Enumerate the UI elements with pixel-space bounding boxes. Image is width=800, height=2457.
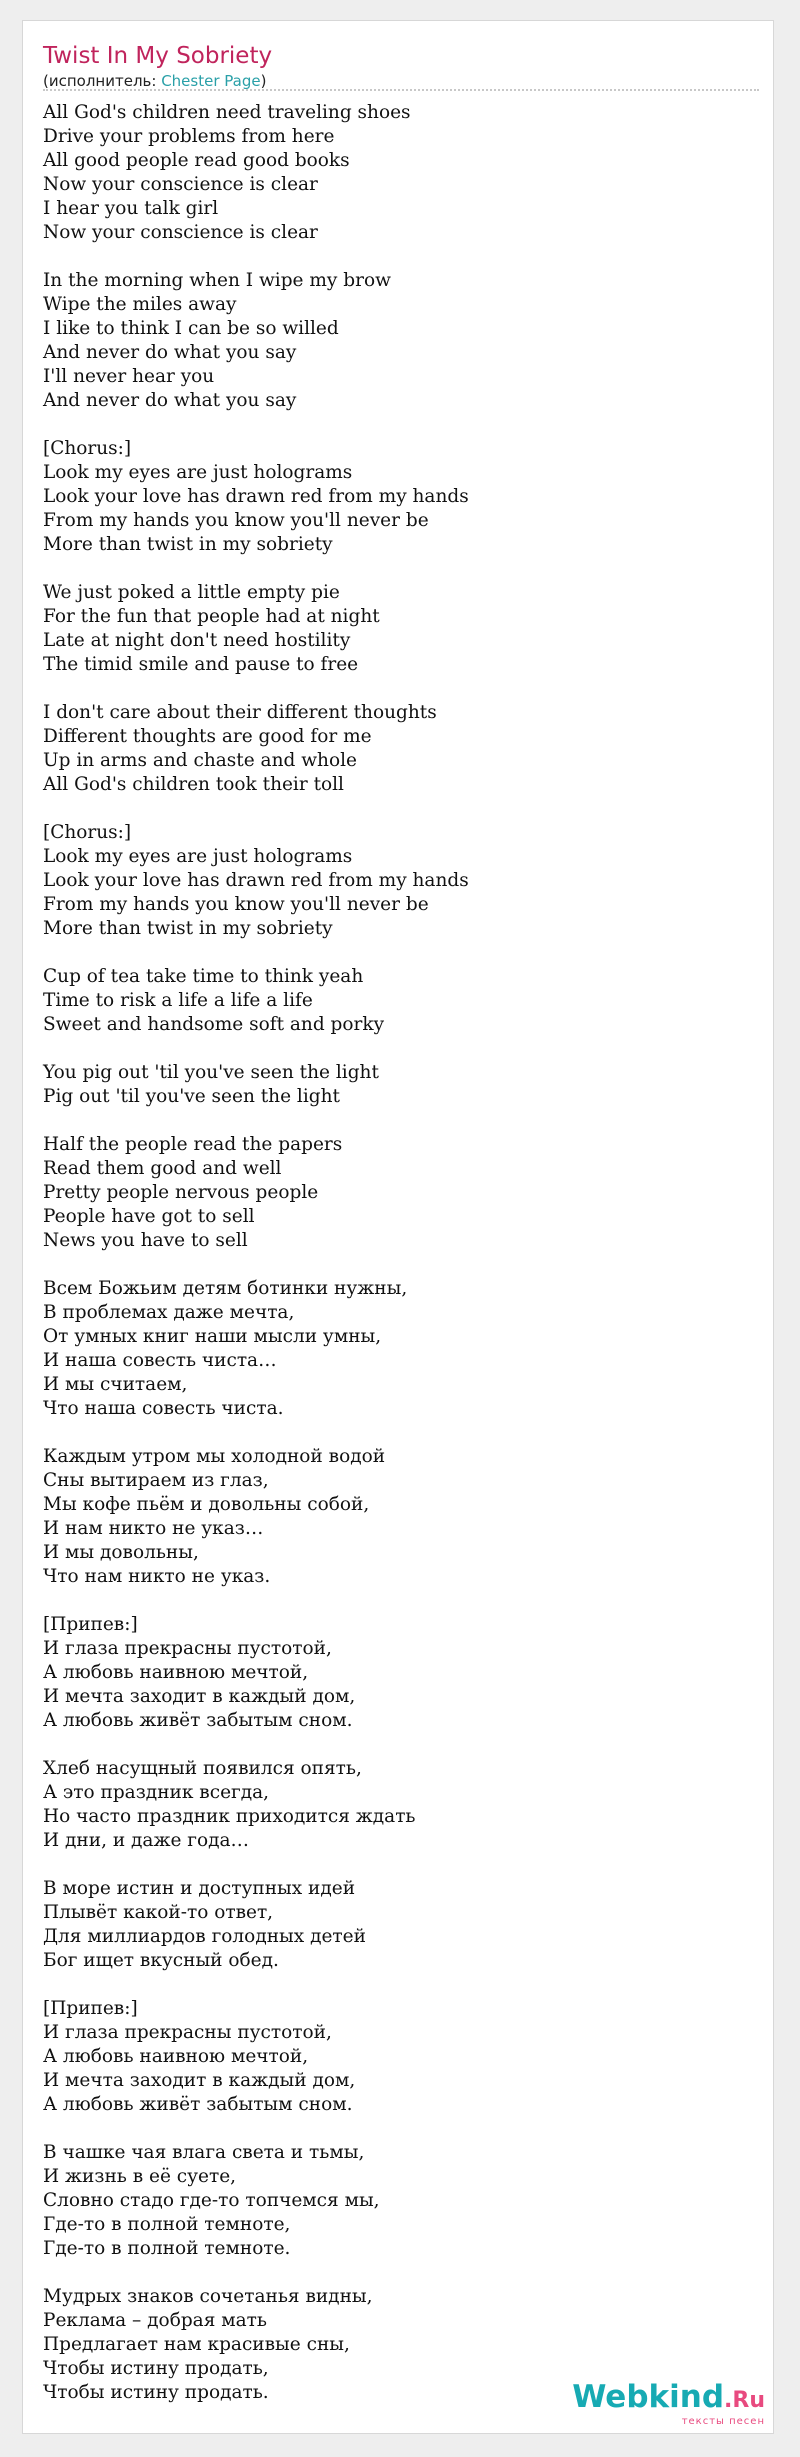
lyric-line: Чтобы истину продать. — [43, 2382, 269, 2403]
lyric-line: [Chorus:] — [43, 822, 132, 843]
lyric-line: И глаза прекрасны пустотой, — [43, 1638, 332, 1659]
lyric-line: Для миллиардов голодных детей — [43, 1926, 366, 1947]
lyrics-card — [22, 20, 774, 2434]
lyric-line: Up in arms and chaste and whole — [43, 750, 357, 771]
lyrics-stanza — [43, 1877, 743, 1973]
lyrics-stanza — [43, 2141, 743, 2261]
lyric-line: Бог ищет вкусный обед. — [43, 1950, 279, 1971]
lyrics-stanza — [43, 1061, 743, 1109]
lyric-line: Сны вытираем из глаз, — [43, 1470, 269, 1491]
lyrics-stanza — [43, 965, 743, 1037]
lyric-line: I'll never hear you — [43, 366, 215, 387]
lyric-line: From my hands you know you'll never be — [43, 510, 429, 531]
lyric-line: И глаза прекрасны пустотой, — [43, 2022, 332, 2043]
lyrics-stanza — [43, 101, 743, 245]
lyric-line: Different thoughts are good for me — [43, 726, 372, 747]
lyric-line: News you have to sell — [43, 1230, 248, 1251]
lyric-line: И наша совесть чиста… — [43, 1350, 277, 1371]
lyric-line: Now your conscience is clear — [43, 222, 318, 243]
lyric-line: А любовь живёт забытым сном. — [43, 2094, 353, 2115]
lyric-line: А любовь наивною мечтой, — [43, 1662, 309, 1683]
lyrics-body — [43, 101, 743, 2429]
lyric-line: В море истин и доступных идей — [43, 1878, 356, 1899]
lyric-line: For the fun that people had at night — [43, 606, 380, 627]
lyric-line: I don't care about their different thoughts — [43, 702, 437, 723]
lyric-line: More than twist in my sobriety — [43, 534, 333, 555]
artist-link[interactable]: Chester Page — [161, 72, 261, 90]
lyric-line: Где-то в полной темноте. — [43, 2238, 291, 2259]
lyric-line: Look my eyes are just holograms — [43, 846, 353, 867]
lyric-line: Но часто праздник приходится ждать — [43, 1806, 416, 1827]
lyrics-stanza — [43, 1757, 743, 1853]
lyrics-stanza — [43, 1133, 743, 1253]
lyric-line: More than twist in my sobriety — [43, 918, 333, 939]
lyric-line: All God's children need traveling shoes — [43, 102, 411, 123]
lyric-line: I hear you talk girl — [43, 198, 219, 219]
lyrics-stanza — [43, 821, 743, 941]
lyric-line: [Припев:] — [43, 1614, 138, 1635]
lyric-line: И жизнь в её суете, — [43, 2166, 237, 2187]
lyric-line: И дни, и даже года… — [43, 1830, 250, 1851]
lyric-line: Cup of tea take time to think yeah — [43, 966, 364, 987]
lyric-line: Half the people read the papers — [43, 1134, 343, 1155]
lyric-line: Реклама – добрая мать — [43, 2310, 267, 2331]
lyric-line: Wipe the miles away — [43, 294, 237, 315]
lyrics-stanza — [43, 437, 743, 557]
lyrics-stanza — [43, 581, 743, 677]
watermark-tagline: тексты песен — [681, 2416, 765, 2427]
lyric-line: И мечта заходит в каждый дом, — [43, 2070, 356, 2091]
lyric-line: [Chorus:] — [43, 438, 132, 459]
lyric-line: People have got to sell — [43, 1206, 255, 1227]
lyrics-stanza — [43, 701, 743, 797]
lyric-line: От умных книг наши мысли умны, — [43, 1326, 382, 1347]
lyric-line: [Припев:] — [43, 1998, 138, 2019]
lyric-line: И нам никто не указ… — [43, 1518, 264, 1539]
lyric-line: Предлагает нам красивые сны, — [43, 2334, 350, 2355]
lyric-line: Что нам никто не указ. — [43, 1566, 271, 1587]
song-title: Twist In My Sobriety — [43, 43, 273, 69]
lyric-line: Late at night don't need hostility — [43, 630, 351, 651]
watermark-brand: Webkind — [572, 2379, 725, 2415]
lyric-line: Где-то в полной темноте, — [43, 2214, 291, 2235]
lyric-line: Мудрых знаков сочетанья видны, — [43, 2286, 373, 2307]
lyric-line: А любовь наивною мечтой, — [43, 2046, 309, 2067]
lyric-line: Хлеб насущный появился опять, — [43, 1758, 362, 1779]
lyric-line: And never do what you say — [43, 342, 297, 363]
lyric-line: We just poked a little empty pie — [43, 582, 340, 603]
watermark-tld: .Ru — [724, 2388, 765, 2413]
lyric-line: В проблемах даже мечта, — [43, 1302, 295, 1323]
lyrics-stanza — [43, 269, 743, 413]
lyric-line: Словно стадо где-то топчемся мы, — [43, 2190, 380, 2211]
lyric-line: You pig out 'til you've seen the light — [43, 1062, 379, 1083]
lyric-line: А любовь живёт забытым сном. — [43, 1710, 353, 1731]
lyric-line: Мы кофе пьём и довольны собой, — [43, 1494, 370, 1515]
lyric-line: Look your love has drawn red from my hands — [43, 870, 469, 891]
lyric-line: Look my eyes are just holograms — [43, 462, 353, 483]
title-divider — [43, 89, 759, 91]
webkind-watermark — [572, 2380, 765, 2427]
lyric-line: The timid smile and pause to free — [43, 654, 359, 675]
lyric-line: И мы довольны, — [43, 1542, 199, 1563]
lyrics-stanza — [43, 1277, 743, 1421]
lyric-line: И мечта заходит в каждый дом, — [43, 1686, 356, 1707]
lyrics-stanza — [43, 1613, 743, 1733]
lyric-line: In the morning when I wipe my brow — [43, 270, 391, 291]
lyric-line: Sweet and handsome soft and porky — [43, 1014, 385, 1035]
watermark-logo — [572, 2380, 765, 2418]
lyric-line: Pig out 'til you've seen the light — [43, 1086, 340, 1107]
lyric-line: Time to risk a life a life a life — [43, 990, 313, 1011]
lyric-line: And never do what you say — [43, 390, 297, 411]
artist-suffix: ) — [260, 72, 267, 90]
lyric-line: Now your conscience is clear — [43, 174, 318, 195]
artist-prefix: (исполнитель: — [43, 72, 162, 90]
artist-line — [43, 71, 266, 91]
lyric-line: Плывёт какой-то ответ, — [43, 1902, 274, 1923]
lyrics-stanza — [43, 1445, 743, 1589]
lyric-line: Всем Божьим детям ботинки нужны, — [43, 1278, 408, 1299]
lyrics-stanza — [43, 1997, 743, 2117]
lyric-line: Чтобы истину продать, — [43, 2358, 269, 2379]
lyric-line: Каждым утром мы холодной водой — [43, 1446, 386, 1467]
lyric-line: Pretty people nervous people — [43, 1182, 319, 1203]
lyric-line: All good people read good books — [43, 150, 350, 171]
lyric-line: Look your love has drawn red from my hands — [43, 486, 469, 507]
lyric-line: Read them good and well — [43, 1158, 282, 1179]
lyric-line: А это праздник всегда, — [43, 1782, 270, 1803]
lyric-line: Что наша совесть чиста. — [43, 1398, 284, 1419]
lyric-line: From my hands you know you'll never be — [43, 894, 429, 915]
lyric-line: Drive your problems from here — [43, 126, 335, 147]
lyric-line: I like to think I can be so willed — [43, 318, 339, 339]
lyric-line: В чашке чая влага света и тьмы, — [43, 2142, 365, 2163]
lyric-line: All God's children took their toll — [43, 774, 344, 795]
lyric-line: И мы считаем, — [43, 1374, 188, 1395]
